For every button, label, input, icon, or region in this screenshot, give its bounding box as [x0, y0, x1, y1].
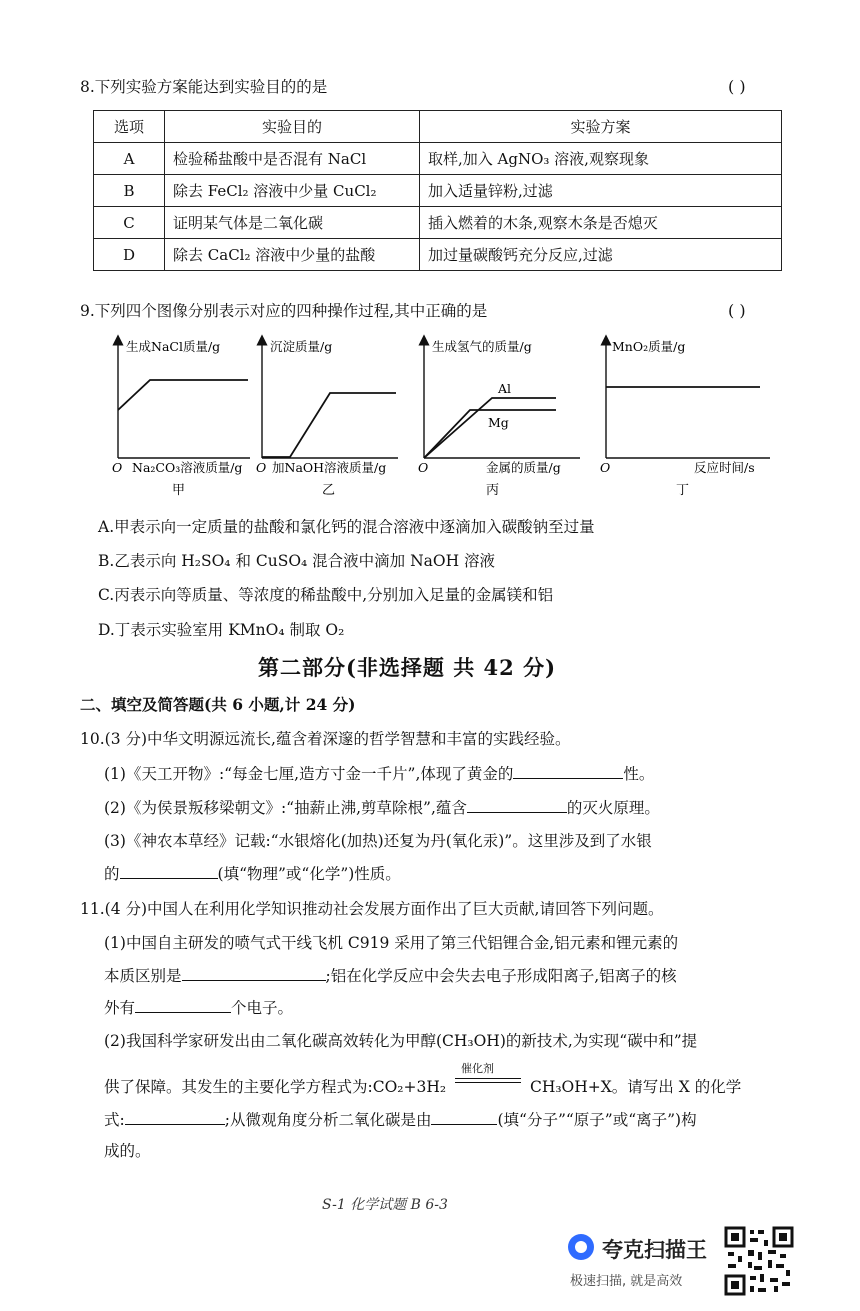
graph-name: 甲 [172, 483, 186, 498]
brand-slogan: 极速扫描, 就是高效 [570, 1274, 683, 1289]
q11-part2-end: 成的。 [104, 1142, 151, 1160]
logo-hole [575, 1241, 587, 1253]
y-label: MnO₂质量/g [612, 339, 686, 354]
answer-blank[interactable] [182, 964, 326, 981]
plan-cell: 取样,加入 AgNO₃ 溶液,观察现象 [420, 143, 782, 175]
q11-equation-right: CH₃OH+X。请写出 X 的化学 [529, 1078, 742, 1096]
y-label: 生成氢气的质量/g [432, 339, 532, 354]
q9-option-c: C.丙表示向等质量、等浓度的稀盐酸中,分别加入足量的金属镁和铝 [98, 586, 554, 604]
graph-yi [256, 339, 398, 498]
q11-stem: 11.(4 分)中国人在利用化学知识推动社会发展方面作出了巨大贡献,请回答下列问题。 [80, 900, 664, 918]
q11-part1-end [104, 996, 293, 1019]
q10-part3-cont [104, 862, 401, 885]
q9-graphs [0, 330, 860, 510]
curve [262, 393, 396, 457]
q11-part2-lead: 式: [104, 1111, 125, 1129]
y-label: 生成NaCl质量/g [126, 339, 221, 354]
option-cell: C [94, 207, 165, 239]
x-label: Na₂CO₃溶液质量/g [132, 460, 243, 475]
q11-part1-cont [104, 964, 677, 987]
table-row [94, 207, 782, 239]
q10-part1-text: (1)《天工开物》:“每金七厘,造方寸金一千片”,体现了黄金的 [104, 765, 514, 783]
table-header-row [94, 111, 782, 143]
origin-label: O [600, 460, 611, 475]
section-heading: 二、填空及简答题(共 6 小题,计 24 分) [80, 695, 356, 714]
q8-answer-paren: ( ) [728, 77, 746, 96]
q11-part2: (2)我国科学家研发出由二氧化碳高效转化为甲醇(CH₃OH)的新技术,为实现“碳中和”提 [104, 1032, 698, 1050]
goal-cell: 检验稀盐酸中是否混有 NaCl [165, 143, 420, 175]
equals-line-bottom [455, 1082, 521, 1083]
curve [118, 380, 248, 410]
answer-blank[interactable] [125, 1108, 225, 1125]
graph-name: 丁 [676, 483, 690, 498]
quark-logo-icon [568, 1234, 594, 1260]
q10-part3-tail: (填“物理”或“化学”)性质。 [217, 865, 401, 883]
series-label-mg: Mg [488, 415, 509, 430]
catalyst-label: 催化剂 [461, 1062, 495, 1075]
graph-name: 乙 [322, 483, 336, 498]
series-label-al: Al [498, 381, 512, 396]
plan-cell: 插入燃着的木条,观察木条是否熄灭 [420, 207, 782, 239]
table-row [94, 175, 782, 207]
graph-name: 丙 [486, 483, 500, 498]
origin-label: O [112, 460, 123, 475]
q11-equation-left: 供了保障。其发生的主要化学方程式为:CO₂+3H₂ [104, 1078, 447, 1096]
goal-cell: 除去 CaCl₂ 溶液中少量的盐酸 [165, 239, 420, 271]
table-header: 实验目的 [165, 111, 420, 143]
q11-part1-lead: 本质区别是 [104, 967, 182, 985]
q11-part2-equation [104, 1062, 742, 1098]
q11-part1-lead2: 外有 [104, 999, 136, 1017]
q11-part1-tail: 个电子。 [231, 999, 294, 1017]
part2-title: 第二部分(非选择题 共 42 分) [258, 655, 557, 680]
qr-code-icon [724, 1226, 794, 1296]
x-label: 金属的质量/g [486, 460, 561, 475]
q11-part2-tail: (填“分子”“原子”或“离子”)构 [497, 1111, 697, 1129]
answer-blank[interactable] [135, 996, 231, 1013]
answer-blank[interactable] [467, 796, 567, 813]
graph-ding [600, 339, 770, 498]
answer-blank[interactable] [120, 862, 218, 879]
q11-part2-mid: ;从微观角度分析二氧化碳是由 [224, 1111, 432, 1129]
catalyst-arrow [455, 1062, 521, 1092]
graph-bing [418, 339, 580, 498]
origin-label: O [418, 460, 429, 475]
q8-table [93, 110, 782, 271]
q10-stem: 10.(3 分)中华文明源远流长,蕴含着深邃的哲学智慧和丰富的实践经验。 [80, 730, 571, 748]
origin-label: O [256, 460, 267, 475]
goal-cell: 除去 FeCl₂ 溶液中少量 CuCl₂ [165, 175, 420, 207]
table-row [94, 143, 782, 175]
q10-part2-tail: 的灭火原理。 [566, 799, 660, 817]
q9-option-b: B.乙表示向 H₂SO₄ 和 CuSO₄ 混合液中滴加 NaOH 溶液 [98, 552, 496, 570]
y-label: 沉淀质量/g [270, 339, 333, 354]
brand-name: 夸克扫描王 [602, 1238, 707, 1262]
q10-part3-lead: 的 [104, 865, 120, 883]
table-row [94, 239, 782, 271]
q10-part2-text: (2)《为侯景叛移梁朝文》:“抽薪止沸,剪草除根”,蕴含 [104, 799, 467, 817]
equals-line-top [455, 1078, 521, 1079]
option-cell: B [94, 175, 165, 207]
q9-stem: 9.下列四个图像分别表示对应的四种操作过程,其中正确的是 [80, 302, 488, 320]
x-label: 反应时间/s [694, 460, 755, 475]
answer-blank[interactable] [513, 762, 623, 779]
x-label: 加NaOH溶液质量/g [272, 460, 387, 475]
q9-answer-paren: ( ) [728, 301, 746, 320]
q10-part1 [104, 762, 654, 785]
q10-part2 [104, 796, 660, 819]
goal-cell: 证明某气体是二氧化碳 [165, 207, 420, 239]
q10-part3: (3)《神农本草经》记载:“水银熔化(加热)还复为丹(氧化汞)”。这里涉及到了水银 [104, 832, 652, 850]
plan-cell: 加过量碳酸钙充分反应,过滤 [420, 239, 782, 271]
table-header: 实验方案 [420, 111, 782, 143]
option-cell: A [94, 143, 165, 175]
q10-part1-tail: 性。 [623, 765, 655, 783]
q9-option-d: D.丁表示实验室用 KMnO₄ 制取 O₂ [98, 621, 345, 639]
option-cell: D [94, 239, 165, 271]
page-footer: S-1 化学试题 B 6-3 [322, 1197, 448, 1213]
table-header: 选项 [94, 111, 165, 143]
graph-jia [112, 339, 250, 498]
q11-part1-mid: ;铝在化学反应中会失去电子形成阳离子,铝离子的核 [325, 967, 677, 985]
scanner-watermark [568, 1230, 718, 1290]
q11-part1: (1)中国自主研发的喷气式干线飞机 C919 采用了第三代铝锂合金,铝元素和锂元素的 [104, 934, 679, 952]
q9-option-a: A.甲表示向一定质量的盐酸和氯化钙的混合溶液中逐滴加入碳酸钠至过量 [98, 518, 595, 536]
q8-stem: 8.下列实验方案能达到实验目的的是 [80, 78, 328, 96]
plan-cell: 加入适量锌粉,过滤 [420, 175, 782, 207]
answer-blank[interactable] [431, 1108, 497, 1125]
q11-part2-cont [104, 1108, 697, 1131]
